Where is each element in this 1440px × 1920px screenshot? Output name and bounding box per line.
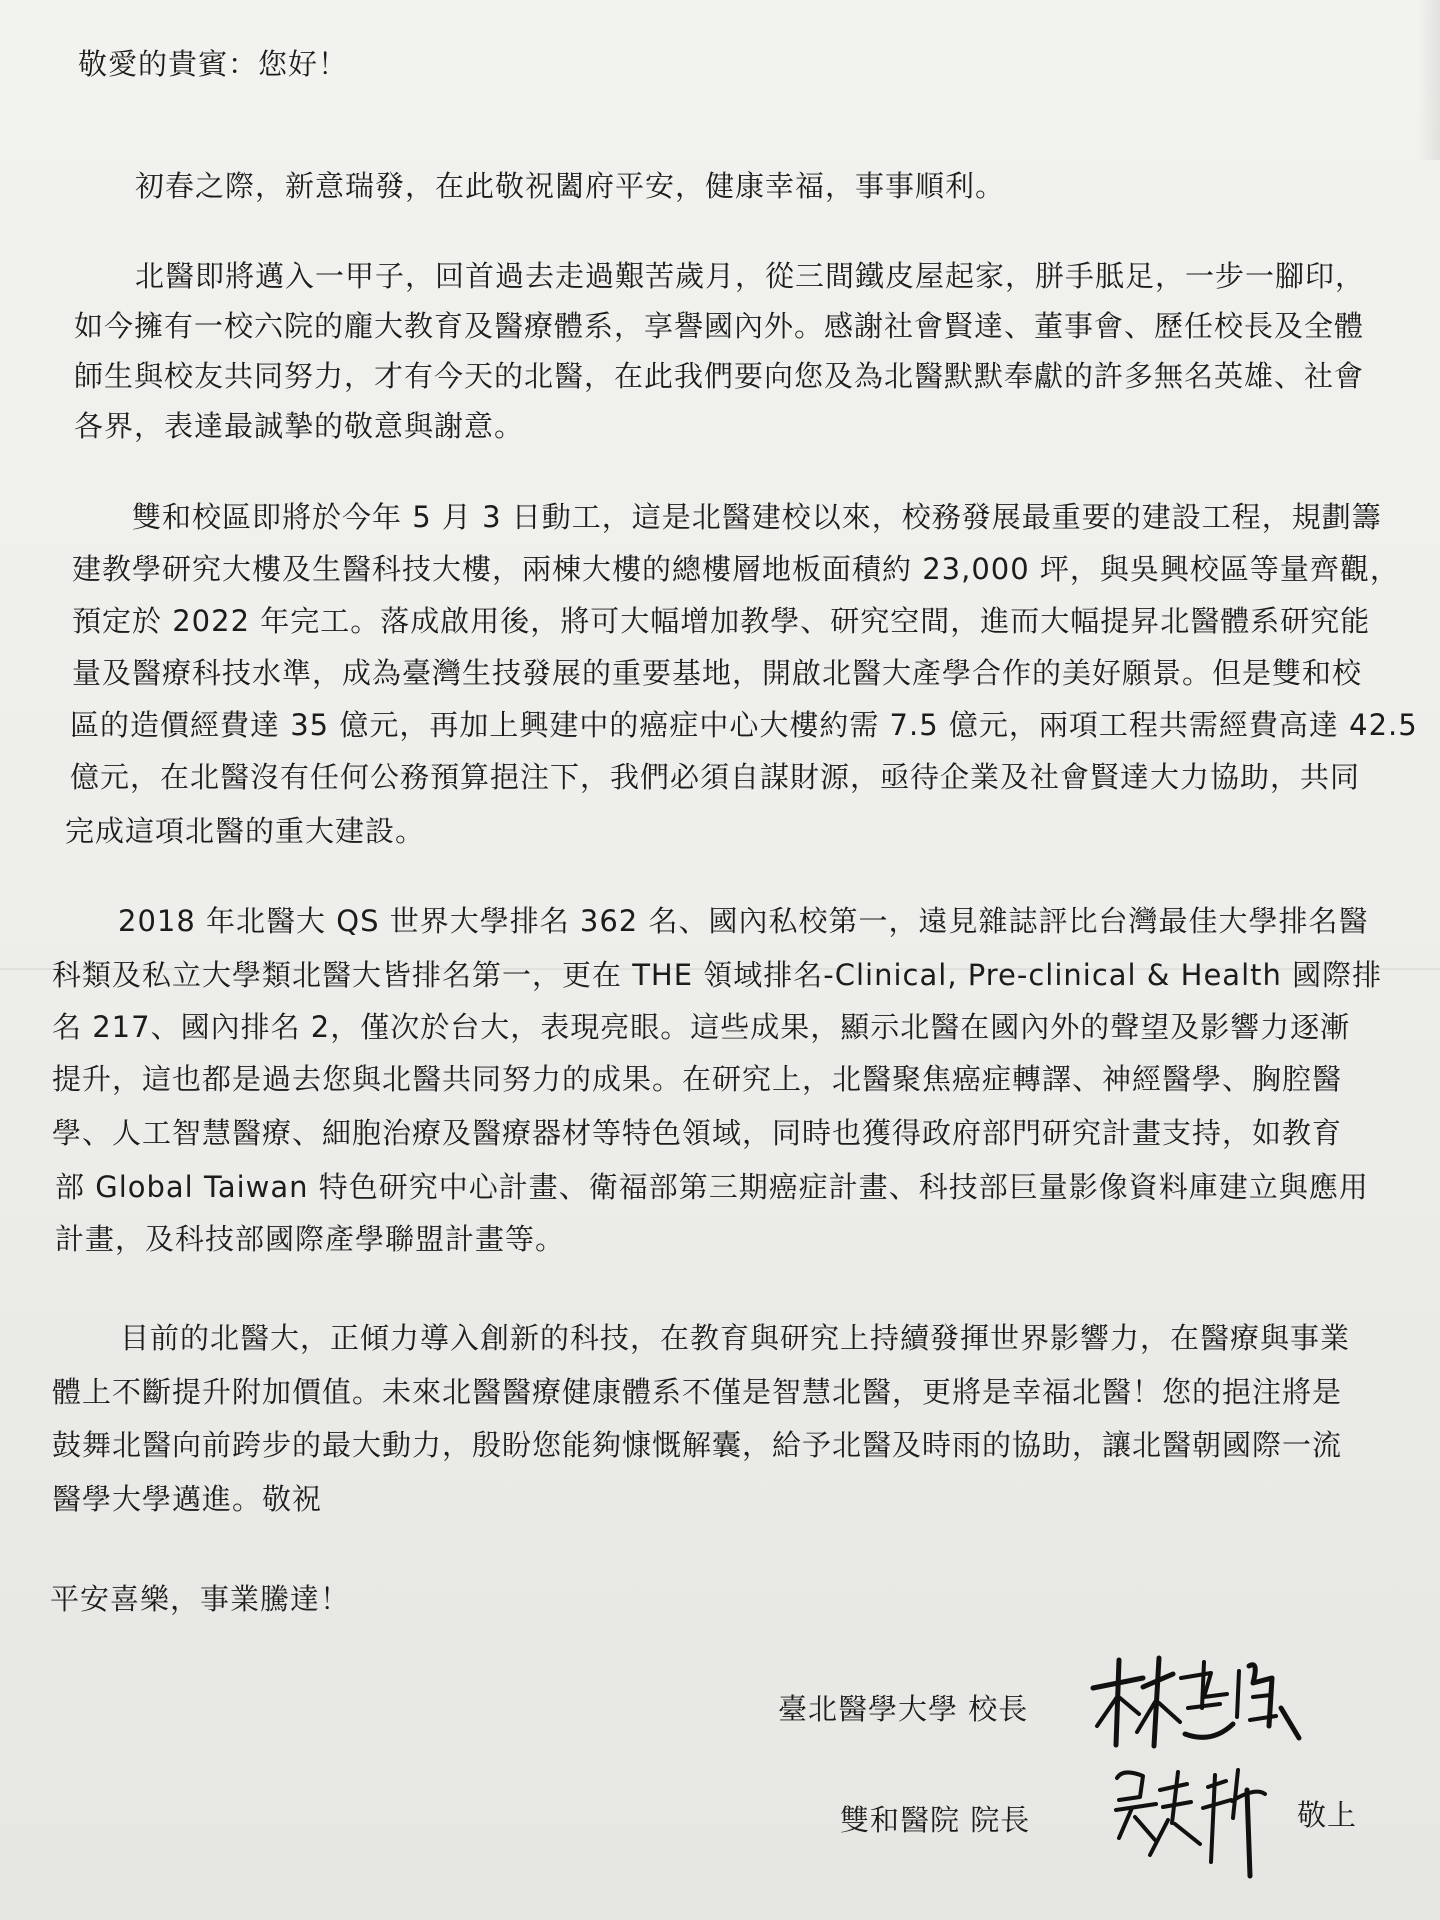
paragraph-rankings-line: 計畫，及科技部國際產學聯盟計畫等。	[55, 1222, 566, 1256]
paragraph-appeal-line: 醫學大學邁進。敬祝	[52, 1482, 323, 1516]
paragraph-history-line: 各界，表達最誠摯的敬意與謝意。	[74, 409, 525, 443]
paragraph-construction-line: 雙和校區即將於今年 5 月 3 日動工，這是北醫建校以來，校務發展最重要的建設工程，規劃籌	[132, 500, 1382, 534]
paragraph-rankings-line: 部 Global Taiwan 特色研究中心計畫、衛福部第三期癌症計畫、科技部巨量影像資料庫建立與應用	[55, 1170, 1369, 1204]
signatory-director-label: 雙和醫院 院長	[840, 1803, 1031, 1837]
paragraph-greeting: 初春之際，新意瑞發，在此敬祝闔府平安，健康幸福，事事順利。	[135, 169, 1006, 203]
paragraph-rankings-line: 科類及私立大學類北醫大皆排名第一，更在 THE 領域排名-Clinical, Pre-clinical & Health 國際排	[52, 958, 1383, 992]
signatory-president-label: 臺北醫學大學 校長	[778, 1692, 1029, 1726]
paragraph-rankings-line: 名 217、國內排名 2，僅次於台大，表現亮眼。這些成果，顯示北醫在國內外的聲望及影響力逐漸	[52, 1010, 1351, 1044]
paragraph-rankings-line: 2018 年北醫大 QS 世界大學排名 362 名、國內私校第一，遠見雜誌評比台灣最佳大學排名醫	[118, 904, 1369, 938]
paragraph-history-line: 如今擁有一校六院的龐大教育及醫療體系，享譽國內外。感謝社會賢達、董事會、歷任校長及全體	[74, 309, 1365, 343]
paragraph-rankings-line: 學、人工智慧醫療、細胞治療及醫療器材等特色領域，同時也獲得政府部門研究計畫支持，如教育	[52, 1116, 1343, 1150]
respectfully-yours: 敬上	[1297, 1798, 1358, 1832]
paragraph-appeal-line: 體上不斷提升附加價值。未來北醫醫療健康體系不僅是智慧北醫，更將是幸福北醫！您的挹注將是	[52, 1375, 1343, 1409]
paragraph-construction-line: 億元，在北醫沒有任何公務預算挹注下，我們必須自謀財源，亟待企業及社會賢達大力協助，共同	[70, 760, 1361, 794]
paragraph-construction-line: 完成這項北醫的重大建設。	[65, 814, 426, 848]
paragraph-history-line: 北醫即將邁入一甲子，回首過去走過艱苦歲月，從三間鐵皮屋起家，胼手胝足，一步一腳印，	[135, 259, 1366, 293]
paragraph-rankings-line: 提升，這也都是過去您與北醫共同努力的成果。在研究上，北醫聚焦癌症轉譯、神經醫學、胸腔醫	[52, 1062, 1343, 1096]
paragraph-appeal-line: 鼓舞北醫向前跨步的最大動力，殷盼您能夠慷慨解囊，給予北醫及時雨的協助，讓北醫朝國際一流	[52, 1428, 1343, 1462]
paragraph-construction-line: 建教學研究大樓及生醫科技大樓，兩棟大樓的總樓層地板面積約 23,000 坪，與吳興校區等量齊觀，	[72, 552, 1400, 586]
president-signature	[1085, 1650, 1305, 1755]
paragraph-construction-line: 區的造價經費達 35 億元，再加上興建中的癌症中心大樓約需 7.5 億元，兩項工程共需經費高達 42.5	[70, 708, 1418, 742]
salutation: 敬愛的貴賓：您好！	[78, 47, 349, 81]
paragraph-history-line: 師生與校友共同努力，才有今天的北醫，在此我們要向您及為北醫默默奉獻的許多無名英雄、社會	[74, 359, 1365, 393]
paragraph-construction-line: 預定於 2022 年完工。落成啟用後，將可大幅增加教學、研究空間，進而大幅提昇北醫體系研究能	[72, 604, 1371, 638]
director-signature	[1105, 1760, 1275, 1880]
paragraph-construction-line: 量及醫療科技水準，成為臺灣生技發展的重要基地，開啟北醫大產學合作的美好願景。但是雙和校	[72, 656, 1363, 690]
closing-wish: 平安喜樂，事業騰達！	[50, 1582, 351, 1616]
paragraph-appeal-line: 目前的北醫大，正傾力導入創新的科技，在教育與研究上持續發揮世界影響力，在醫療與事業	[120, 1321, 1351, 1355]
